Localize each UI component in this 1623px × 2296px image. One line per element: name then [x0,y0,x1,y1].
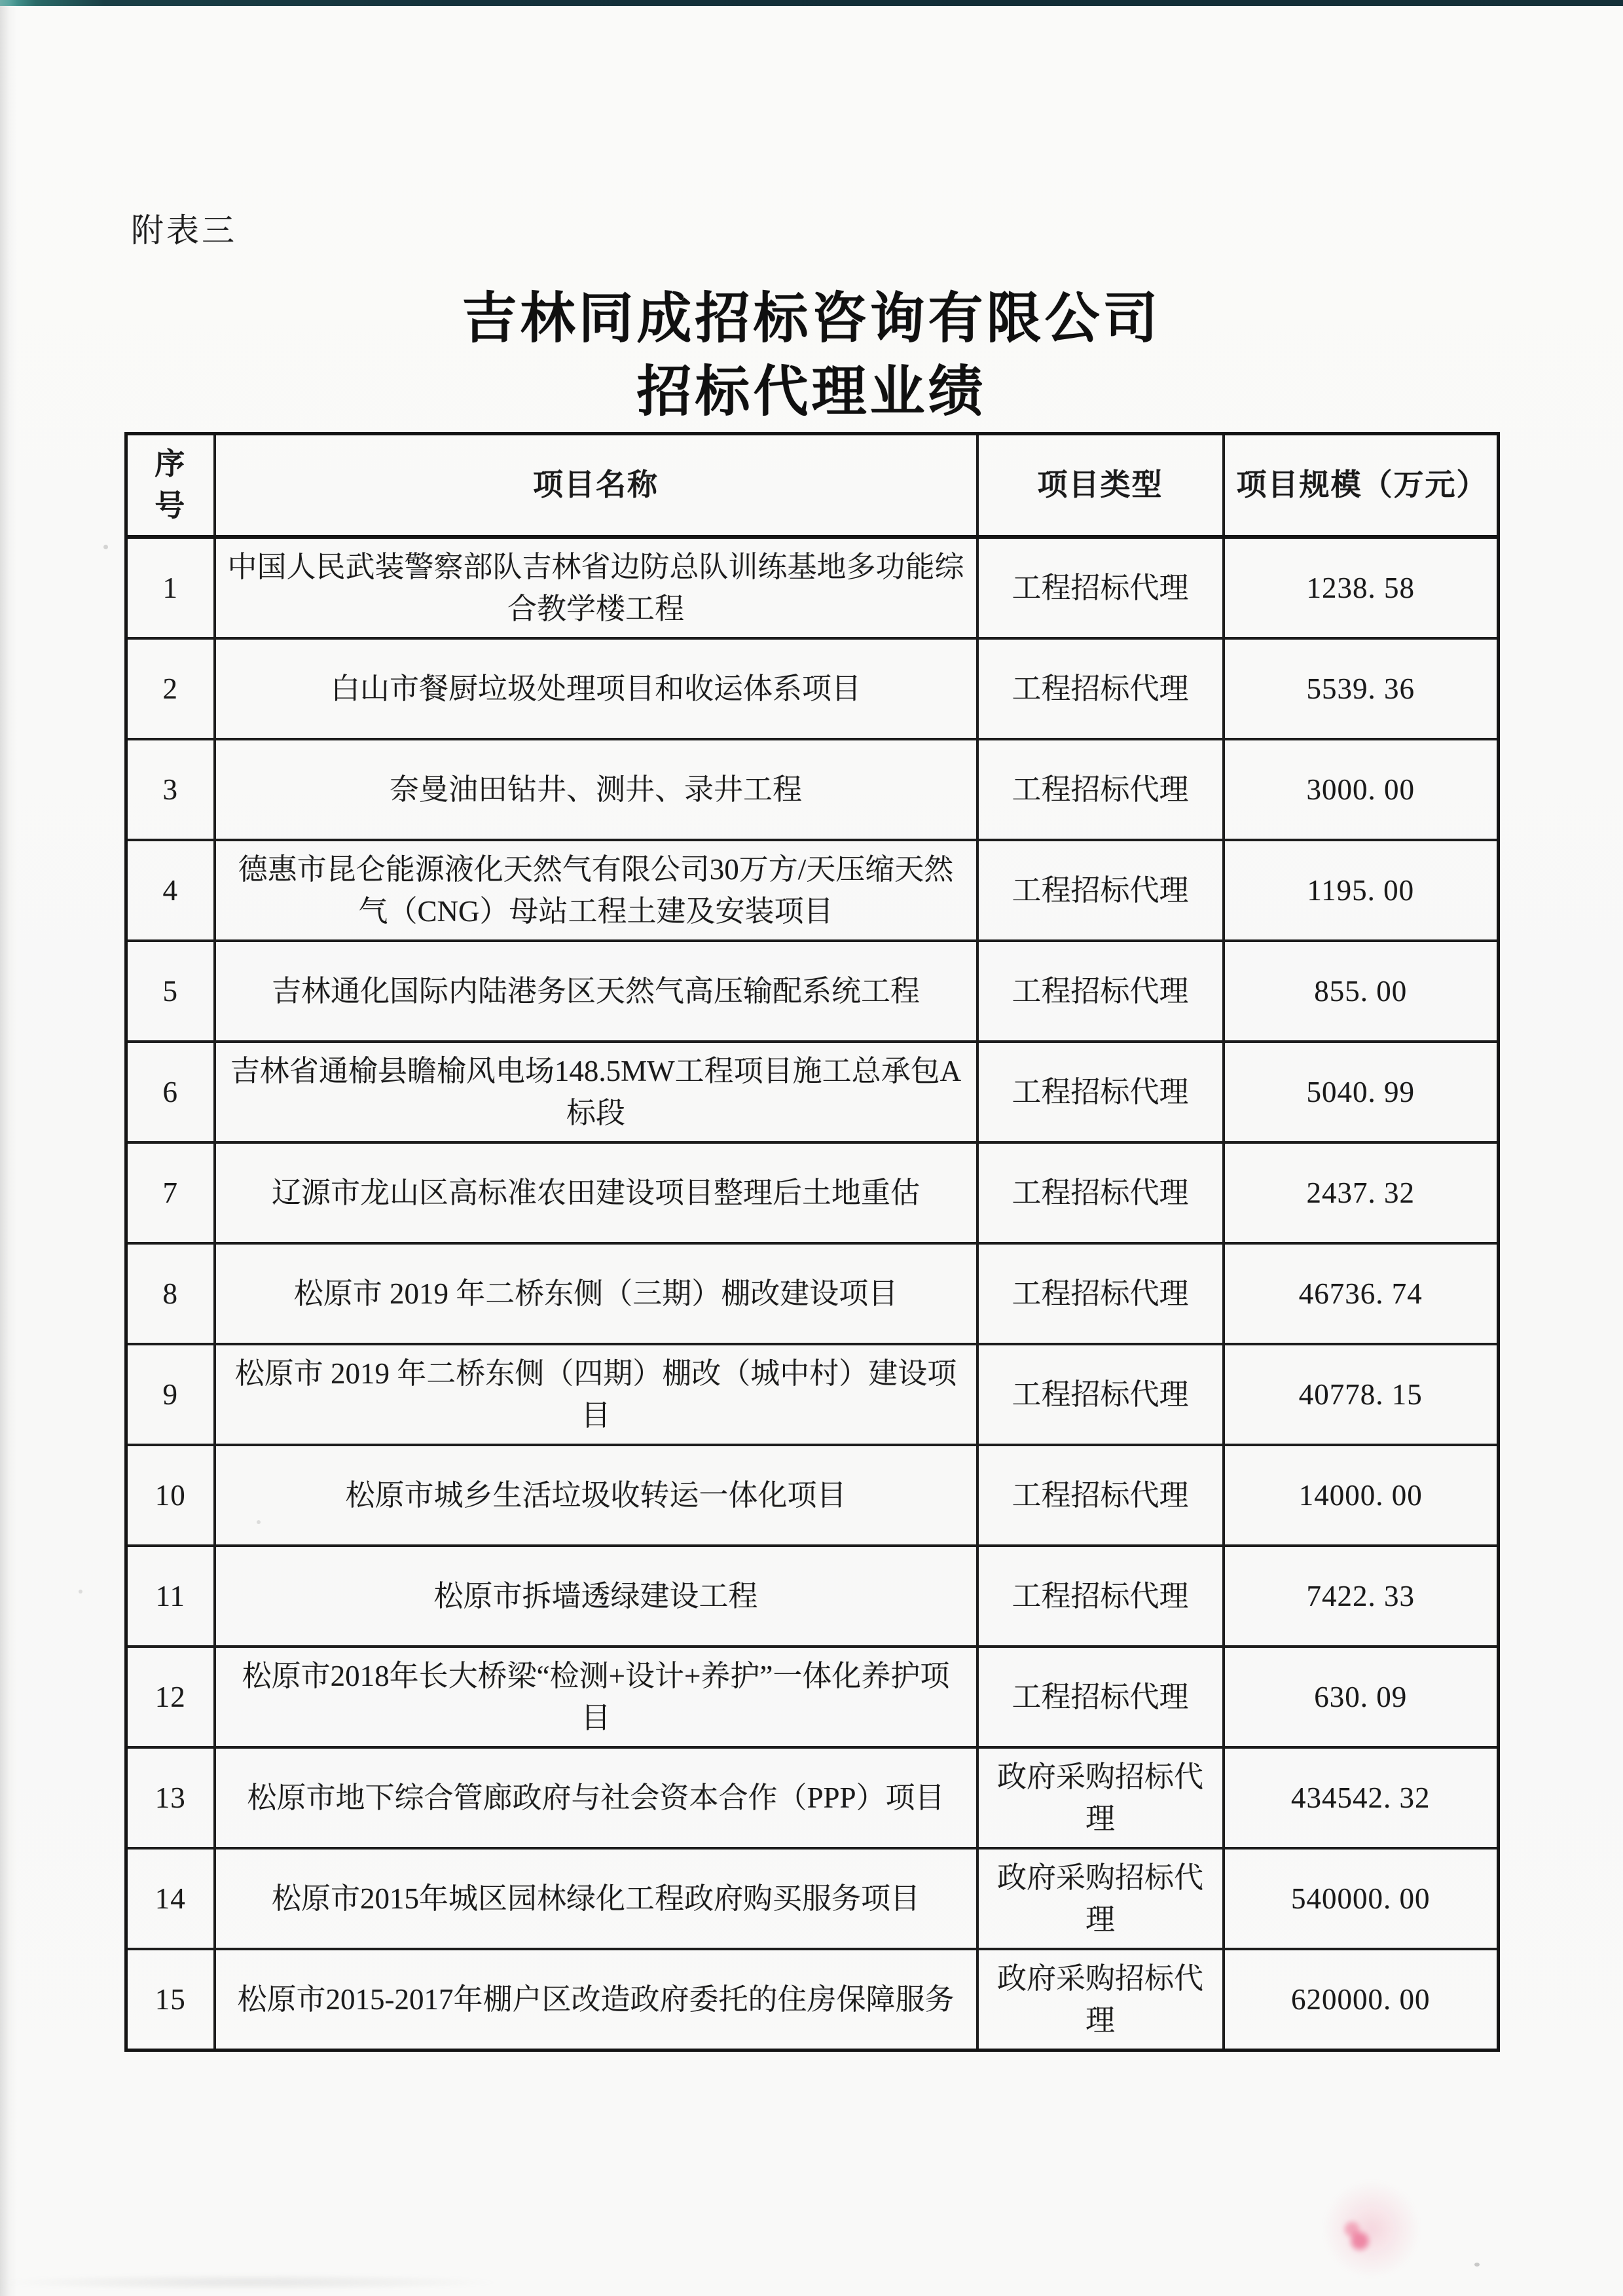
project-name-cell: 德惠市昆仑能源液化天然气有限公司30万方/天压缩天然气（CNG）母站工程土建及安装项目 [215,840,977,941]
project-type-cell: 政府采购招标代理 [977,1949,1224,2050]
project-name-cell: 吉林省通榆县瞻榆风电场148.5MW工程项目施工总承包A标段 [215,1042,977,1142]
project-name-cell: 松原市 2019 年二桥东侧（四期）棚改（城中村）建设项目 [215,1344,977,1445]
project-scale-cell: 1238. 58 [1224,537,1499,638]
project-type-cell: 工程招标代理 [977,1243,1224,1344]
row-number-cell: 5 [126,941,215,1042]
project-type-cell: 工程招标代理 [977,840,1224,941]
project-type-cell: 政府采购招标代理 [977,1747,1224,1848]
scan-speck [103,545,108,549]
performance-table [124,432,1500,2052]
project-name-cell: 松原市2018年长大桥梁“检测+设计+养护”一体化养护项目 [215,1647,977,1747]
scan-speck [1474,2263,1480,2267]
project-type-cell: 工程招标代理 [977,1042,1224,1142]
project-scale-cell: 3000. 00 [1224,739,1499,840]
project-scale-cell: 1195. 00 [1224,840,1499,941]
row-number-cell: 7 [126,1142,215,1243]
project-name-cell: 松原市2015-2017年棚户区改造政府委托的住房保障服务 [215,1949,977,2050]
row-number-cell: 15 [126,1949,215,2050]
company-name: 吉林同成招标咨询有限公司 [462,289,1161,350]
project-type-cell: 工程招标代理 [977,739,1224,840]
table-header-row [126,434,1499,538]
document-subtitle: 招标代理业绩 [636,362,987,423]
row-number-cell: 9 [126,1344,215,1445]
project-scale-cell: 855. 00 [1224,941,1499,1042]
table-row [126,1747,1499,1848]
project-scale-cell: 630. 09 [1224,1647,1499,1747]
table-row [126,840,1499,941]
project-name-cell: 中国人民武装警察部队吉林省边防总队训练基地多功能综合教学楼工程 [215,537,977,638]
project-scale-cell: 2437. 32 [1224,1142,1499,1243]
header-project-type: 项目类型 [977,434,1224,538]
table-row [126,941,1499,1042]
row-number-cell: 10 [126,1445,215,1546]
project-scale-cell: 540000. 00 [1224,1848,1499,1949]
table-body [126,537,1499,2050]
table-row [126,1546,1499,1647]
table-row [126,638,1499,739]
scan-smudge-bottom [0,2274,498,2291]
project-name-cell: 辽源市龙山区高标准农田建设项目整理后土地重估 [215,1142,977,1243]
row-number-cell: 4 [126,840,215,941]
header-project-name: 项目名称 [215,434,977,538]
row-number-cell: 6 [126,1042,215,1142]
table-row [126,1949,1499,2050]
project-type-cell: 工程招标代理 [977,1647,1224,1747]
project-scale-cell: 5539. 36 [1224,638,1499,739]
project-scale-cell: 46736. 74 [1224,1243,1499,1344]
header-serial-number: 序号 [126,434,215,538]
ink-smudge [1322,2180,1421,2278]
project-type-cell: 政府采购招标代理 [977,1848,1224,1949]
table-row [126,1243,1499,1344]
project-type-cell: 工程招标代理 [977,537,1224,638]
row-number-cell: 14 [126,1848,215,1949]
row-number-cell: 13 [126,1747,215,1848]
table-row [126,1647,1499,1747]
document-title [0,283,1623,429]
project-name-cell: 松原市城乡生活垃圾收转运一体化项目 [215,1445,977,1546]
project-scale-cell: 7422. 33 [1224,1546,1499,1647]
project-type-cell: 工程招标代理 [977,1445,1224,1546]
row-number-cell: 3 [126,739,215,840]
table-row [126,1042,1499,1142]
attachment-label: 附表三 [131,212,237,249]
project-scale-cell: 434542. 32 [1224,1747,1499,1848]
row-number-cell: 11 [126,1546,215,1647]
project-type-cell: 工程招标代理 [977,941,1224,1042]
project-name-cell: 松原市地下综合管廊政府与社会资本合作（PPP）项目 [215,1747,977,1848]
row-number-cell: 12 [126,1647,215,1747]
project-type-cell: 工程招标代理 [977,1142,1224,1243]
project-name-cell: 奈曼油田钻井、测井、录井工程 [215,739,977,840]
project-name-cell: 白山市餐厨垃圾处理项目和收运体系项目 [215,638,977,739]
project-scale-cell: 5040. 99 [1224,1042,1499,1142]
project-name-cell: 松原市2015年城区园林绿化工程政府购买服务项目 [215,1848,977,1949]
project-scale-cell: 14000. 00 [1224,1445,1499,1546]
table-row [126,537,1499,638]
project-scale-cell: 40778. 15 [1224,1344,1499,1445]
project-type-cell: 工程招标代理 [977,638,1224,739]
table-row [126,1344,1499,1445]
project-scale-cell: 620000. 00 [1224,1949,1499,2050]
table-row [126,1142,1499,1243]
scan-edge-top [0,0,1623,6]
project-name-cell: 吉林通化国际内陆港务区天然气高压输配系统工程 [215,941,977,1042]
project-type-cell: 工程招标代理 [977,1546,1224,1647]
row-number-cell: 1 [126,537,215,638]
table-row [126,739,1499,840]
row-number-cell: 8 [126,1243,215,1344]
project-name-cell: 松原市拆墙透绿建设工程 [215,1546,977,1647]
row-number-cell: 2 [126,638,215,739]
project-name-cell: 松原市 2019 年二桥东侧（三期）棚改建设项目 [215,1243,977,1344]
scan-speck [79,1590,82,1594]
table-row [126,1848,1499,1949]
header-project-scale: 项目规模（万元） [1224,434,1499,538]
table-row [126,1445,1499,1546]
project-type-cell: 工程招标代理 [977,1344,1224,1445]
